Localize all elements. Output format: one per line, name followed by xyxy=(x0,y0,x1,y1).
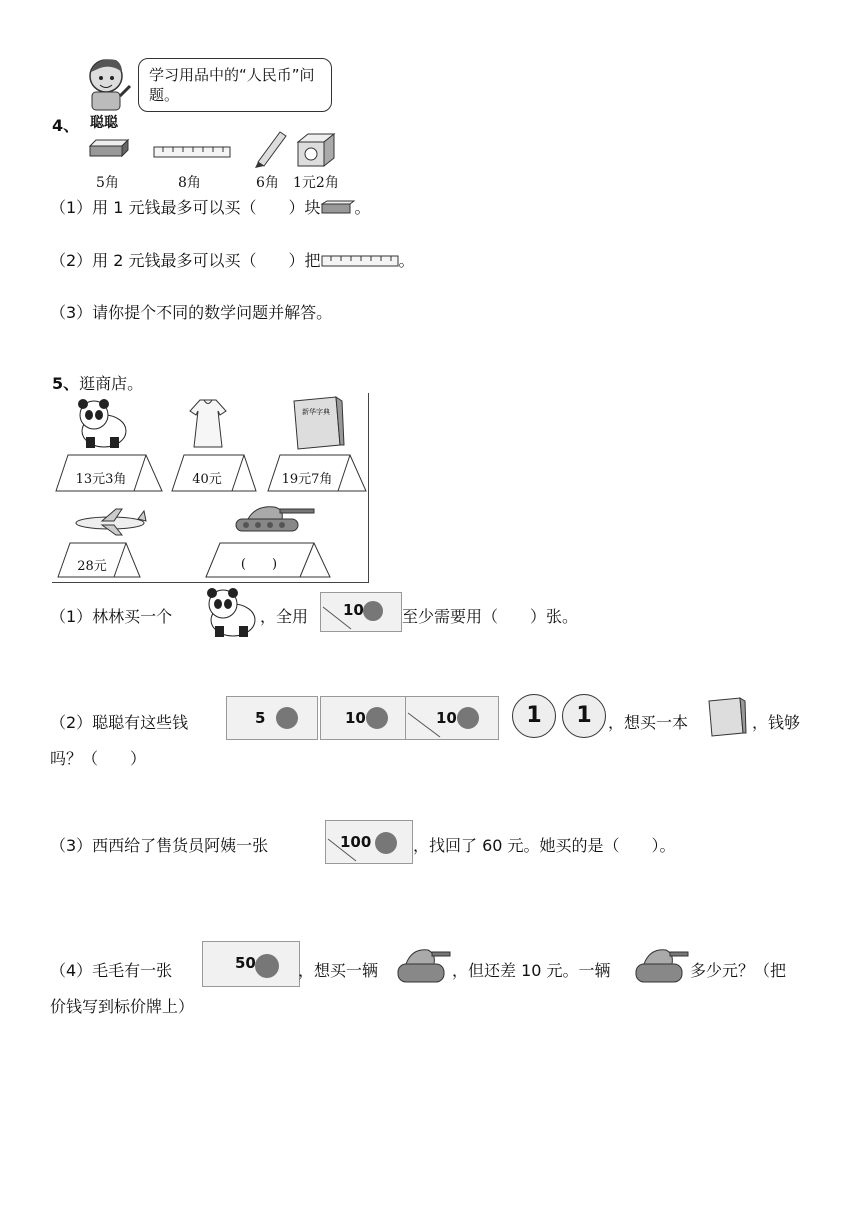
question-5-number: 5、 xyxy=(52,374,80,393)
ruler-image xyxy=(153,143,231,162)
q4-sub2 xyxy=(50,248,415,271)
price-sharpener: 1元2角 xyxy=(293,175,339,191)
price-eraser: 5角 xyxy=(96,175,119,191)
speech-bubble: 学习用品中的“人民币”问题。 xyxy=(138,58,332,112)
dress-image xyxy=(184,397,232,451)
eraser-image xyxy=(88,138,130,162)
question-4-number: 4、 xyxy=(52,116,80,135)
fifty-yuan-value: 50 xyxy=(235,954,256,972)
character-name: 聪聪 xyxy=(90,115,118,131)
price-tag-tank: ( ) xyxy=(240,557,278,572)
q5-sub2-b: ，想买一本 xyxy=(608,713,689,732)
price-tag-panda: 13元3角 xyxy=(75,472,127,487)
tank-image xyxy=(230,499,318,535)
price-tag-dictionary: 19元7角 xyxy=(281,472,333,487)
q5-sub4-c: ，但还差 10 元。一辆 xyxy=(452,961,611,980)
one-yuan-coin-icon-2: 1 xyxy=(562,694,606,738)
pencil-image xyxy=(252,128,288,172)
hundred-yuan-value: 100 xyxy=(340,833,372,851)
q5-sub4-e: 价钱写到标价牌上） xyxy=(50,997,195,1016)
q5-sub1-b: ，全用 xyxy=(260,607,309,626)
hundred-yuan-bill-icon xyxy=(325,820,413,864)
price-tag-dress: 40元 xyxy=(192,472,222,487)
ten-yuan-value-3: 10 xyxy=(436,709,457,727)
price-tag-airplane: 28元 xyxy=(77,559,107,574)
tank-icon-2 xyxy=(634,942,690,986)
shop-panel xyxy=(52,393,369,583)
price-pencil: 6角 xyxy=(256,175,279,191)
q4-sub1-text: （1）用 1 元钱最多可以买（ ）块 xyxy=(50,198,321,217)
panda-icon xyxy=(203,586,259,638)
q4-sub1 xyxy=(50,195,371,218)
airplane-image xyxy=(72,507,148,537)
q5-sub2-c: ，钱够 xyxy=(752,713,801,732)
q5-heading xyxy=(52,371,143,394)
q4-sub2-text: （2）用 2 元钱最多可以买（ ）把 xyxy=(50,251,321,270)
five-yuan-bill-icon xyxy=(226,696,318,740)
q4-sub2-end: 。 xyxy=(398,251,415,270)
q5-sub2-a: （2）聪聪有这些钱 xyxy=(50,713,189,732)
q5-sub2-d: 吗？（ ） xyxy=(50,749,147,768)
five-yuan-value: 5 xyxy=(255,709,266,727)
q5-sub1-a: （1）林林买一个 xyxy=(50,607,173,626)
ten-yuan-bill-icon-2 xyxy=(320,696,406,740)
dictionary-image xyxy=(290,395,346,451)
dictionary-icon xyxy=(706,696,748,738)
q5-sub4-b: ，想买一辆 xyxy=(298,961,379,980)
eraser-icon xyxy=(321,199,355,218)
q4-sub1-end: 。 xyxy=(354,198,371,217)
ten-yuan-bill-icon-3 xyxy=(405,696,499,740)
q5-sub1-c: 至少需要用（ ）张。 xyxy=(402,607,579,626)
ten-yuan-value-2: 10 xyxy=(345,709,366,727)
dictionary-cover-text: 新华字典 xyxy=(302,408,330,416)
q5-title: 逛商店。 xyxy=(79,374,144,393)
q4-sub3: （3）请你提个不同的数学问题并解答。 xyxy=(50,303,333,322)
q5-sub4-d: 多少元？（把 xyxy=(690,961,787,980)
fifty-yuan-bill-icon xyxy=(202,941,300,987)
q5-sub4-a: （4）毛毛有一张 xyxy=(50,961,173,980)
ten-yuan-bill-icon xyxy=(320,592,402,632)
panda-image xyxy=(74,397,130,449)
tank-icon xyxy=(396,942,452,986)
ten-yuan-value: 10 xyxy=(343,601,364,619)
boy-illustration xyxy=(82,52,136,112)
q5-sub3-b: ，找回了 60 元。她买的是（ ）。 xyxy=(413,836,676,855)
sharpener-image xyxy=(294,130,338,174)
q5-sub3-a: （3）西西给了售货员阿姨一张 xyxy=(50,836,269,855)
ruler-icon xyxy=(321,252,399,271)
one-yuan-coin-icon: 1 xyxy=(512,694,556,738)
price-ruler: 8角 xyxy=(178,175,201,191)
